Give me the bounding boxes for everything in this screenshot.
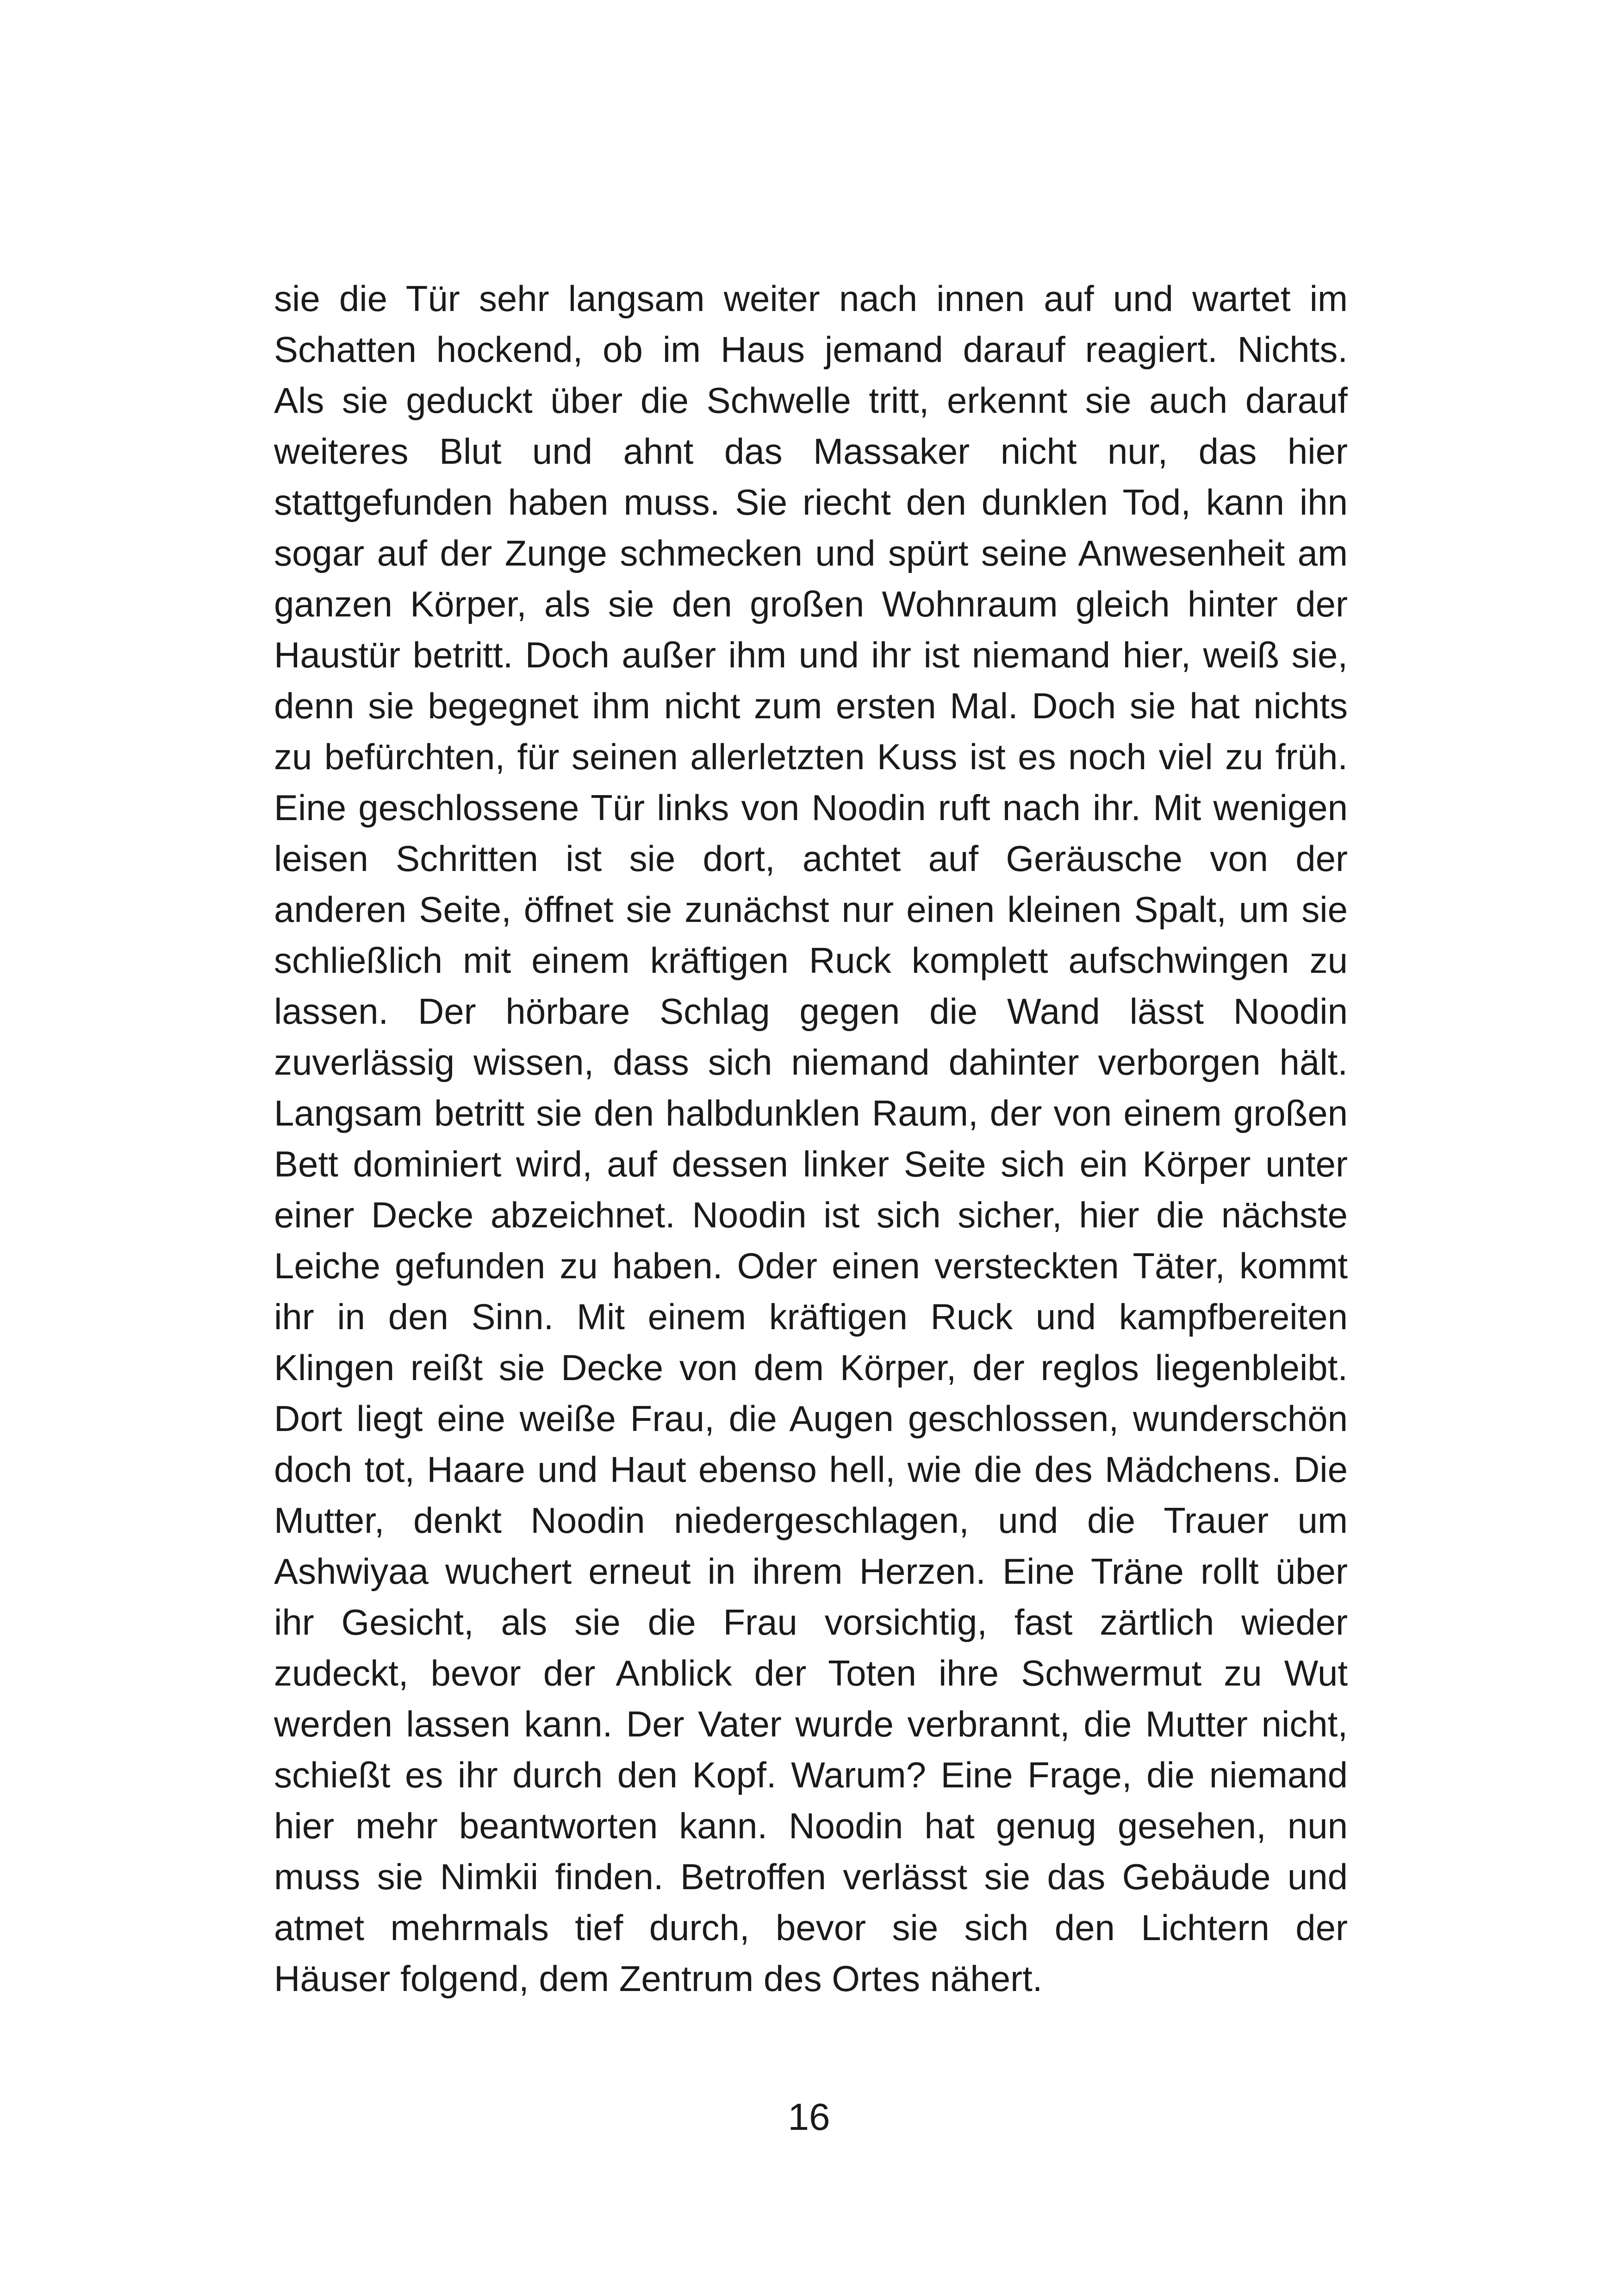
text-line: Häuser folgend, dem Zentrum des Ortes nähert. bbox=[274, 1958, 1043, 1999]
body-text bbox=[274, 273, 1348, 2004]
text-line: Dort liegt eine weiße Frau, die Augen geschlossen, wunderschön bbox=[274, 1398, 1348, 1439]
text-line: schließlich mit einem kräftigen Ruck komplett aufschwingen zu bbox=[274, 940, 1348, 981]
text-line: sie die Tür sehr langsam weiter nach innen auf und wartet im bbox=[274, 278, 1348, 319]
text-line: Ashwiyaa wuchert erneut in ihrem Herzen. Eine Träne rollt über bbox=[274, 1551, 1348, 1592]
text-line: schießt es ihr durch den Kopf. Warum? Eine Frage, die niemand bbox=[274, 1755, 1348, 1795]
text-line: stattgefunden haben muss. Sie riecht den dunklen Tod, kann ihn bbox=[274, 482, 1348, 523]
text-line: sogar auf der Zunge schmecken und spürt seine Anwesenheit am bbox=[274, 533, 1348, 573]
text-line: muss sie Nimkii finden. Betroffen verlässt sie das Gebäude und bbox=[274, 1856, 1348, 1897]
text-line: werden lassen kann. Der Vater wurde verbrannt, die Mutter nicht, bbox=[274, 1704, 1348, 1744]
text-line: ihr in den Sinn. Mit einem kräftigen Ruck und kampfbereiten bbox=[274, 1296, 1348, 1337]
text-line: ihr Gesicht, als sie die Frau vorsichtig, fast zärtlich wieder bbox=[274, 1602, 1348, 1643]
text-line: zuverlässig wissen, dass sich niemand dahinter verborgen hält. bbox=[274, 1042, 1348, 1083]
text-line: atmet mehrmals tief durch, bevor sie sich den Lichtern der bbox=[274, 1907, 1348, 1948]
text-line: anderen Seite, öffnet sie zunächst nur einen kleinen Spalt, um sie bbox=[274, 889, 1348, 930]
text-line: einer Decke abzeichnet. Noodin ist sich sicher, hier die nächste bbox=[274, 1195, 1348, 1235]
text-line: weiteres Blut und ahnt das Massaker nicht nur, das hier bbox=[274, 431, 1348, 472]
text-line: Mutter, denkt Noodin niedergeschlagen, und die Trauer um bbox=[274, 1500, 1348, 1541]
page-number: 16 bbox=[788, 2096, 830, 2138]
text-line: Eine geschlossene Tür links von Noodin ruft nach ihr. Mit wenigen bbox=[274, 787, 1348, 828]
text-line: hier mehr beantworten kann. Noodin hat genug gesehen, nun bbox=[274, 1805, 1348, 1846]
text-line: leisen Schritten ist sie dort, achtet auf Geräusche von der bbox=[274, 838, 1348, 879]
text-line: Als sie geduckt über die Schwelle tritt, erkennt sie auch darauf bbox=[274, 380, 1348, 421]
text-line: Klingen reißt sie Decke von dem Körper, der reglos liegenbleibt. bbox=[274, 1347, 1348, 1388]
text-line: Langsam betritt sie den halbdunklen Raum, der von einem großen bbox=[274, 1093, 1348, 1133]
text-line: lassen. Der hörbare Schlag gegen die Wand lässt Noodin bbox=[274, 991, 1348, 1032]
text-line: denn sie begegnet ihm nicht zum ersten Mal. Doch sie hat nichts bbox=[274, 685, 1348, 726]
text-line: zu befürchten, für seinen allerletzten Kuss ist es noch viel zu früh. bbox=[274, 736, 1348, 777]
text-line: Schatten hockend, ob im Haus jemand darauf reagiert. Nichts. bbox=[274, 329, 1348, 370]
text-line: Bett dominiert wird, auf dessen linker Seite sich ein Körper unter bbox=[274, 1144, 1348, 1184]
text-line: zudeckt, bevor der Anblick der Toten ihre Schwermut zu Wut bbox=[274, 1653, 1348, 1693]
text-line: Leiche gefunden zu haben. Oder einen versteckten Täter, kommt bbox=[274, 1245, 1348, 1286]
text-line: doch tot, Haare und Haut ebenso hell, wie die des Mädchens. Die bbox=[274, 1449, 1348, 1490]
text-line: ganzen Körper, als sie den großen Wohnraum gleich hinter der bbox=[274, 584, 1348, 624]
text-line: Haustür betritt. Doch außer ihm und ihr ist niemand hier, weiß sie, bbox=[274, 635, 1348, 675]
